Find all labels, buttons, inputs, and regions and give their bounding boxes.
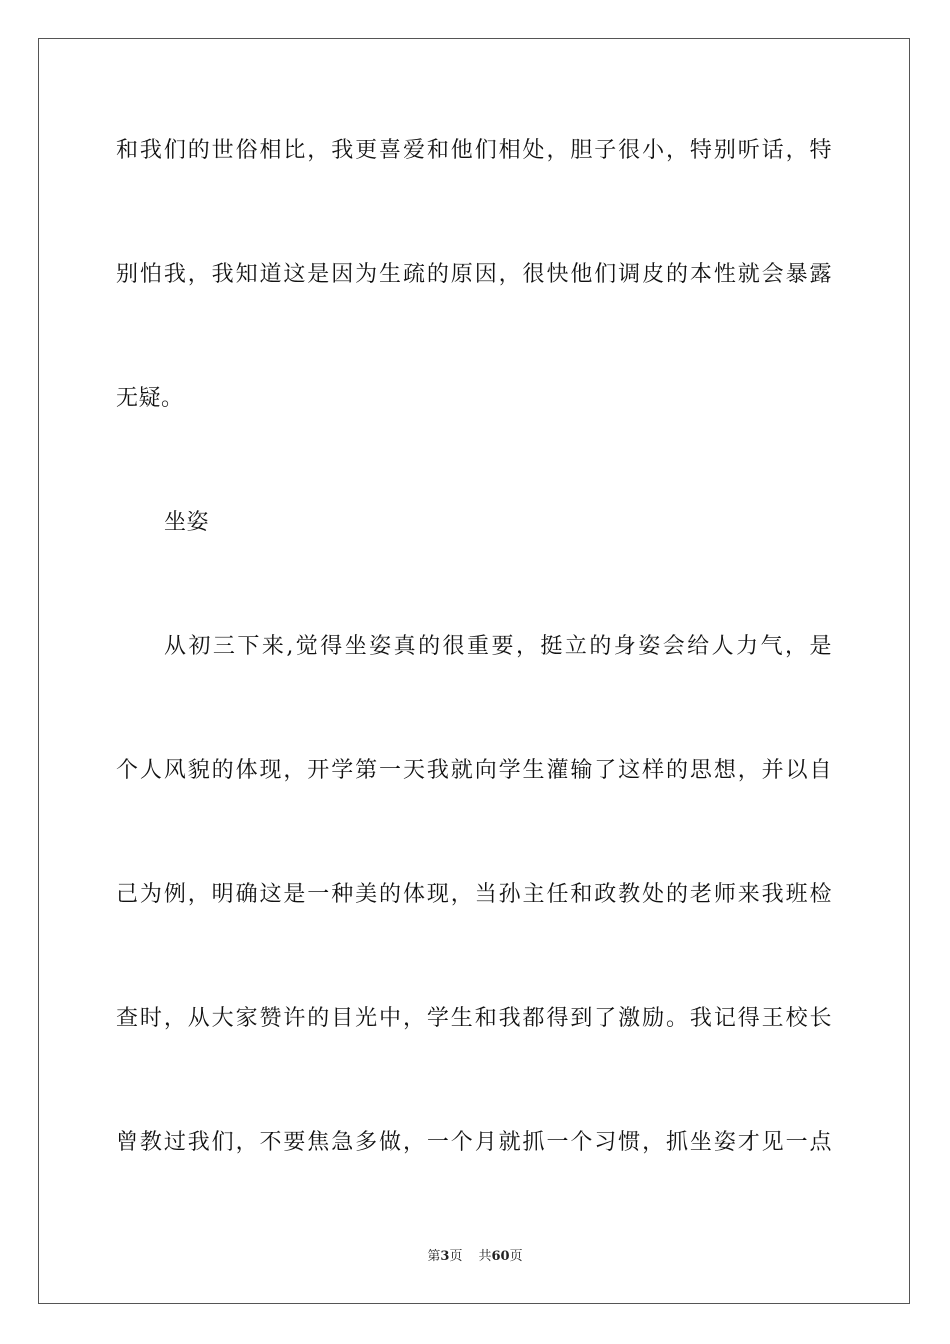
footer-page-prefix: 第	[427, 1249, 441, 1264]
footer-total-suffix: 页	[509, 1249, 523, 1264]
footer-page-number: 3	[440, 1249, 450, 1264]
body-text-line-9: 曾教过我们，不要焦急多做，一个月就抓一个习惯，抓坐姿才见一点	[116, 1130, 832, 1155]
body-text-line-5: 从初三下来,觉得坐姿真的很重要，挺立的身姿会给人力气，是	[164, 634, 832, 659]
body-text-line-1: 和我们的世俗相比，我更喜爱和他们相处，胆子很小，特别听话，特	[116, 138, 832, 163]
body-text-line-3: 无疑。	[116, 386, 184, 411]
body-text-line-6: 个人风貌的体现，开学第一天我就向学生灌输了这样的思想，并以自	[116, 758, 832, 783]
body-text-line-7: 己为例，明确这是一种美的体现，当孙主任和政教处的老师来我班检	[116, 882, 832, 907]
footer-total-prefix: 共	[478, 1249, 492, 1264]
page-footer	[0, 1248, 950, 1266]
body-text-line-8: 查时，从大家赞许的目光中，学生和我都得到了激励。我记得王校长	[116, 1006, 832, 1031]
body-text-line-2: 别怕我，我知道这是因为生疏的原因，很快他们调皮的本性就会暴露	[116, 262, 832, 287]
footer-page-suffix: 页	[449, 1249, 463, 1264]
section-heading: 坐姿	[164, 510, 210, 535]
page-border	[38, 38, 910, 1304]
footer-total-number: 60	[491, 1249, 510, 1264]
